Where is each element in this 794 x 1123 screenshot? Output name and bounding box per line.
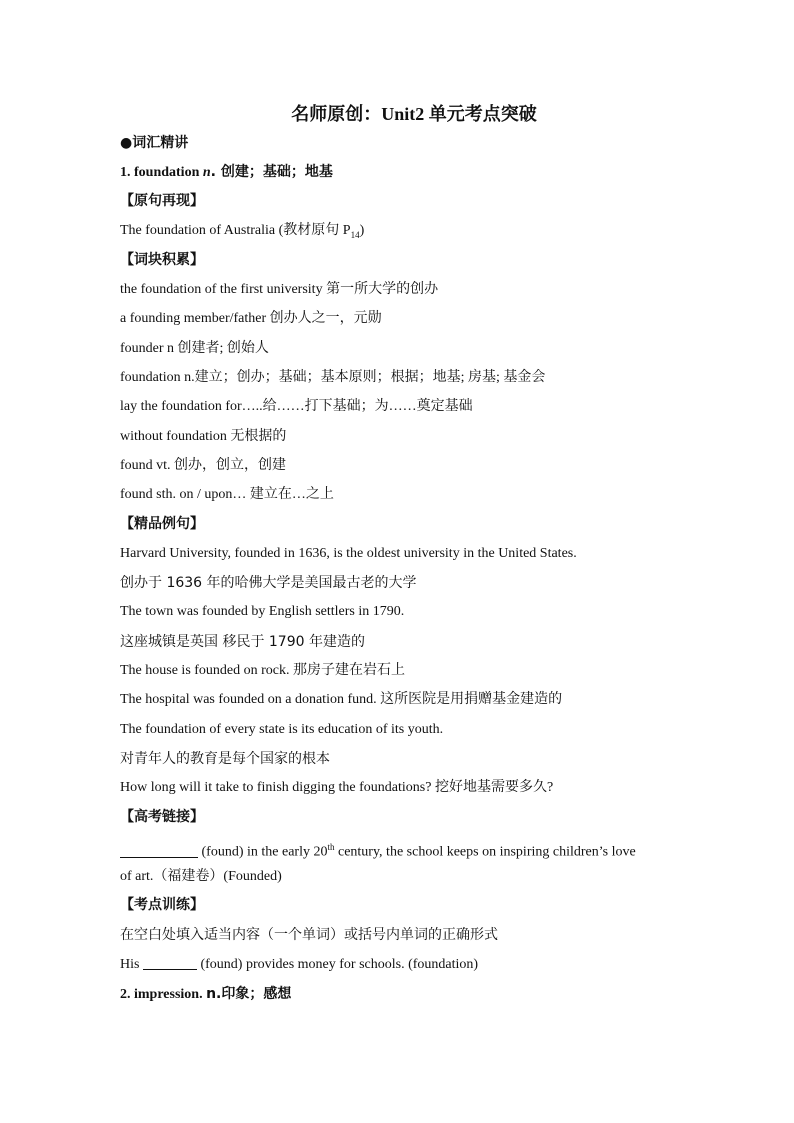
original-sentence [120,220,720,246]
heading-chunks: 【词块积累】 [120,252,204,268]
item-1-word: 1. foundation [120,165,203,180]
heading-training: 【考点训练】 [120,897,204,913]
item-1-heading [120,161,720,184]
chunk-line: a founding member/father 创办人之一，元勋 [120,311,382,326]
item-2-word: 2. impression. [120,987,207,1002]
chunk-line: without foundation 无根据的 [120,429,287,444]
chunk-line: lay the foundation for…..给……打下基础；为……奠定基础 [120,399,473,414]
document-title: 名师原创：Unit2 单元考点突破 [291,104,537,124]
item-1-pos: n [202,165,211,180]
gaokao-line-2: of art.（福建卷）(Founded) [120,869,282,884]
item-1-meaning: . 创建；基础；地基 [210,164,333,180]
original-text: The foundation of Australia (教材原句 P [120,223,351,238]
chunk-line: found sth. on / upon… 建立在…之上 [120,487,334,502]
heading-original: 【原句再现】 [120,193,204,209]
chunk-line: found vt. 创办，创立，创建 [120,458,287,473]
heading-gaokao: 【高考链接】 [120,809,204,825]
gaokao-line-1 [120,836,720,864]
gaokao-answer-blank[interactable] [120,843,198,858]
training-suffix: (found) provides money for schools. (foundation) [196,957,479,972]
original-tail: ) [359,223,365,238]
chunk-line: founder n 创建者; 创始人 [120,341,269,356]
example-line: How long will it take to finish digging the foundations? 挖好地基需要多久? [120,780,554,795]
training-question [120,954,720,976]
example-line: 创办于 1636 年的哈佛大学是美国最古老的大学 [120,575,417,591]
gaokao-part2: century, the school keeps on inspiring children’s love [334,844,636,860]
item-2-heading [120,983,720,1006]
example-line: The foundation of every state is its education of its youth. [120,722,444,737]
example-line: 对青年人的教育是每个国家的根本 [120,751,330,767]
training-answer-blank[interactable] [143,955,197,970]
item-2-meaning: n.印象；感想 [206,986,292,1002]
gaokao-part1: (found) in the early 20 [198,844,328,860]
example-line: The town was founded by English settlers in 1790. [120,604,405,619]
example-line: The house is founded on rock. 那房子建在岩石上 [120,663,406,678]
training-prefix: His [120,957,143,972]
gaokao-sup: th [327,842,335,852]
training-instruction: 在空白处填入适当内容（一个单词）或括号内单词的正确形式 [120,927,498,943]
original-page-sub: 14 [350,229,360,240]
example-line: 这座城镇是英国 移民于 1790 年建造的 [120,634,365,650]
section-vocab-heading: ●词汇精讲 [120,135,189,151]
example-line: Harvard University, founded in 1636, is the oldest university in the United States. [120,546,577,561]
chunk-line: foundation n.建立；创办；基础；基本原则；根据；地基; 房基; 基金会 [120,370,546,385]
heading-examples: 【精品例句】 [120,516,204,532]
example-line: The hospital was founded on a donation fund. 这所医院是用捐赠基金建造的 [120,692,563,707]
chunk-line: the foundation of the first university 第一所大学的创办 [120,282,439,297]
